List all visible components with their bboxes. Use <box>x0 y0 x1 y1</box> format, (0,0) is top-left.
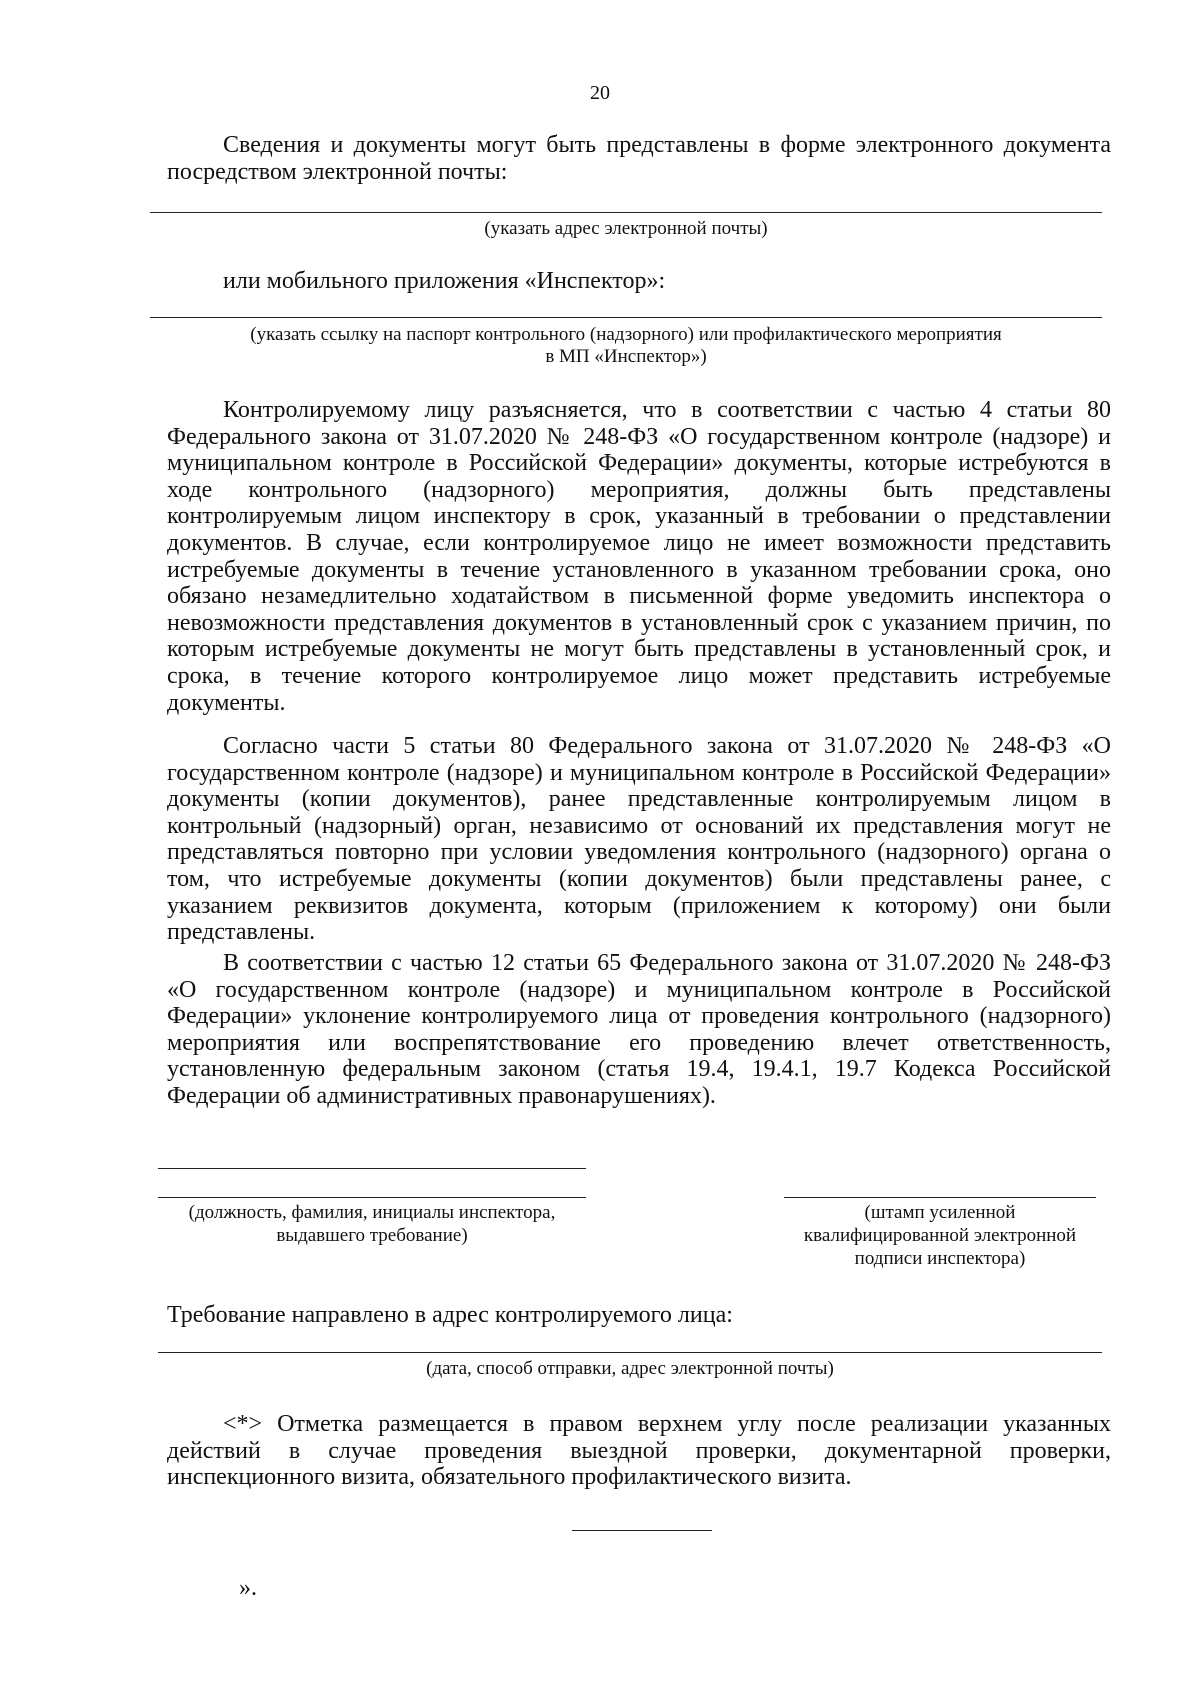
sent-caption: (дата, способ отправки, адрес электронной почты) <box>426 1358 834 1379</box>
mobile-app-line: или мобильного приложения «Инспектор»: <box>223 268 666 294</box>
body-paragraph-1: Контролируемому лицу разъясняется, что в соответствии с частью 4 статьи 80 Федерального закона от 31.07.2020 № 248-ФЗ «О государственном контроле (надзоре) и муниципальном контроле в Российской Федерации» документы, которые истребуются в ходе контрольного (надзорного) мероприятия, должны быть представлены контролируемым лицом инспектору в срок, указанный в требовании о представлении документов. В случае, если контролируемое лицо не имеет возможности представить истребуемые документы в течение установленного в указанном требовании срока, оно обязано незамедлительно ходатайством в письменной форме уведомить инспектора о невозможности представления документов в установленный срок с указанием причин, по которым истребуемые документы не могут быть представлены в установленный срок, и срока, в течение которого контролируемое лицо может представить истребуемые документы. <box>167 397 1111 716</box>
email-caption: (указать адрес электронной почты) <box>484 218 768 239</box>
passport-caption-line2: в МП «Инспектор») <box>545 346 707 367</box>
signature-line-upper <box>158 1168 586 1169</box>
stamp-caption-line3: подписи инспектора) <box>854 1248 1026 1269</box>
inspector-caption-line2: выдавшего требование) <box>276 1225 468 1246</box>
sent-label: Требование направлено в адрес контролируемого лица: <box>167 1302 733 1328</box>
closing-quote: ». <box>239 1575 257 1601</box>
body-paragraph-2: Согласно части 5 статьи 80 Федерального закона от 31.07.2020 № 248-ФЗ «О государственном контроле (надзоре) и муниципальном контроле в Российской Федерации» документы (копии документов), ранее представленные контролируемым лицом в контрольный (надзорный) орган, независимо от оснований их представления могут не представляться повторно при условии уведомления контрольного (надзорного) органа о том, что истребуемые документы (копии документов) были представлены ранее, с указанием реквизитов документа, которым (приложением к которому) они были представлены. <box>167 733 1111 946</box>
email-blank-line <box>150 212 1102 213</box>
intro-paragraph: Сведения и документы могут быть представлены в форме электронного документа посредством электронной почты: <box>167 132 1111 185</box>
page-number: 20 <box>590 82 610 104</box>
footnote-text: <*> Отметка размещается в правом верхнем углу после реализации указанных действий в случае проведения выездной проверки, документарной проверки, инспекционного визита, обязательного профилактического визита. <box>167 1411 1111 1491</box>
stamp-caption-line1: (штамп усиленной <box>864 1202 1016 1223</box>
closing-divider <box>572 1530 712 1531</box>
sent-blank-line <box>158 1352 1102 1353</box>
passport-blank-line <box>150 317 1102 318</box>
inspector-caption-line1: (должность, фамилия, инициалы инспектора, <box>188 1202 556 1223</box>
signature-line-lower <box>158 1197 586 1198</box>
passport-caption-line1: (указать ссылку на паспорт контрольного (надзорного) или профилактического мероприятия <box>250 324 1002 345</box>
body-paragraph-3: В соответствии с частью 12 статьи 65 Федерального закона от 31.07.2020 № 248-ФЗ «О государственном контроле (надзоре) и муниципальном контроле в Российской Федерации» уклонение контролируемого лица от проведения контрольного (надзорного) мероприятия или воспрепятствование его проведению влечет ответственность, установленную федеральным законом (статья 19.4, 19.4.1, 19.7 Кодекса Российской Федерации об административных правонарушениях). <box>167 950 1111 1109</box>
stamp-caption-line2: квалифицированной электронной <box>803 1225 1077 1246</box>
stamp-line <box>784 1197 1096 1198</box>
